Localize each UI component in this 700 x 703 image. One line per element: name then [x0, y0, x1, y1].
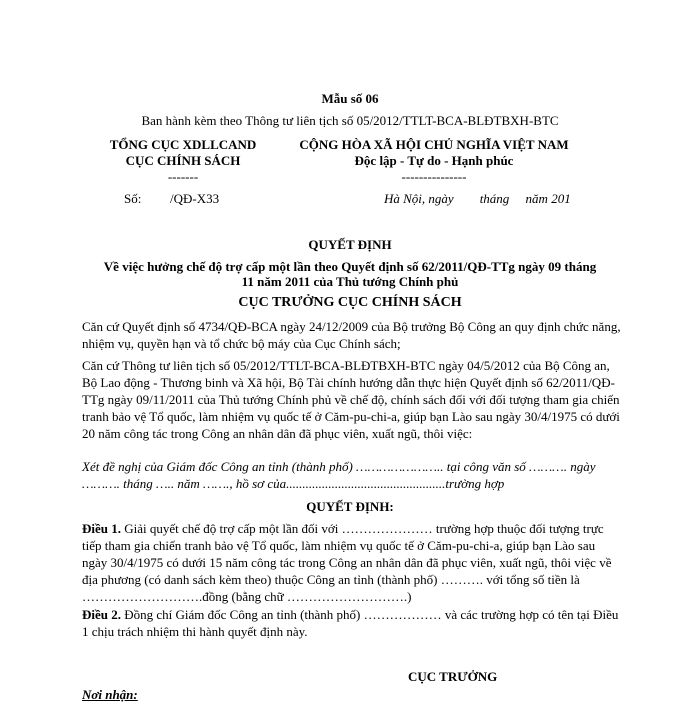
issued-with-line: Ban hành kèm theo Thông tư liên tịch số 05/2012/TTLT-BCA-BLĐTBXH-BTC [141, 113, 559, 128]
legal-basis-2: Căn cứ Thông tư liên tịch số 05/2012/TTLT-BCA-BLĐTBXH-BTC ngày 04/5/2012 của Bộ Công an, Bộ Lao động - Thương binh và Xã hội, Bộ Tài chính hướng dẫn thực hiện Quyết định số 62/2011/QĐ-TTg ngày 09/11/2011 của Thủ tướng Chính phủ về chế độ, chính sách đối với đối tượng tham gia chiến tranh bảo vệ Tổ quốc, làm nhiệm vụ quốc tế ở Căm-pu-chi-a, giúp bạn Lào sau ngày 30/4/1975 có dưới 20 năm công tác trong Công an nhân dân đã phục viên, xuất ngũ, thôi việc: [82, 358, 620, 441]
article-1-label: Điều 1. [82, 521, 121, 536]
decision-subject-line1: Về việc hưởng chế độ trợ cấp một lần theo Quyết định số 62/2011/QĐ-TTg ngày 09 tháng [103, 259, 597, 274]
article-2-text: Đồng chí Giám đốc Công an tỉnh (thành phố) ……………… và các trường hợp có tên tại Điều 1 chịu trách nhiệm thi hành quyết định này. [82, 607, 619, 639]
article-1 [82, 520, 622, 605]
form-number: Mẫu số 06 [321, 91, 379, 106]
recipients-label: Nơi nhận: [82, 687, 138, 702]
issuing-agency: TỔNG CỤC XDLLCAND [109, 137, 257, 152]
proposal-paragraph: Xét đề nghị của Giám đốc Công an tỉnh (thành phố) ………………….. tại công văn số ………. ngày ………. tháng ….. năm ……., hồ sơ của.................................................trường hợp [82, 459, 596, 491]
article-1-text: Giải quyết chế độ trợ cấp một lần đối với ………………… trường hợp thuộc đối tượng trực tiếp tham gia chiến tranh bảo vệ Tổ quốc, làm nhiệm vụ quốc tế ở Căm-pu-chi-a, giúp bạn Lào sau ngày 30/4/1975 có dưới 15 năm công tác trong Công an nhân dân đã phục viên, xuất ngũ, thôi việc về địa phương (có danh sách kèm theo) thuộc Công an tỉnh (thành phố) ………. với tổng số tiền là ……………………….đồng (bằng chữ ……………………….) [82, 521, 612, 604]
decision-title: QUYẾT ĐỊNH [308, 237, 392, 252]
article-2 [82, 606, 622, 640]
national-motto: Độc lập - Tự do - Hạnh phúc [354, 153, 514, 168]
document-number-suffix: /QĐ-X33 [170, 191, 220, 206]
decides-heading: QUYẾT ĐỊNH: [306, 499, 394, 514]
issuing-department: CỤC CHÍNH SÁCH [125, 153, 241, 168]
left-header-divider: ------- [167, 169, 199, 184]
document-number-label: Số: [124, 191, 142, 206]
authority-title: CỤC TRƯỞNG CỤC CHÍNH SÁCH [238, 295, 462, 310]
place-date-line: Hà Nội, ngày tháng năm 201 [384, 191, 571, 206]
national-title: CỘNG HÒA XÃ HỘI CHỦ NGHĨA VIỆT NAM [299, 137, 569, 152]
legal-basis-1: Căn cứ Quyết định số 4734/QĐ-BCA ngày 24/12/2009 của Bộ trưởng Bộ Công an quy định chức năng, nhiệm vụ, quyền hạn và tổ chức bộ máy của Cục Chính sách; [82, 319, 621, 351]
right-header-divider: --------------- [401, 169, 467, 184]
signer-title: CỤC TRƯỞNG [408, 669, 498, 684]
decision-subject-line2: 11 năm 2011 của Thủ tướng Chính phủ [241, 274, 459, 289]
article-2-label: Điều 2. [82, 607, 121, 622]
